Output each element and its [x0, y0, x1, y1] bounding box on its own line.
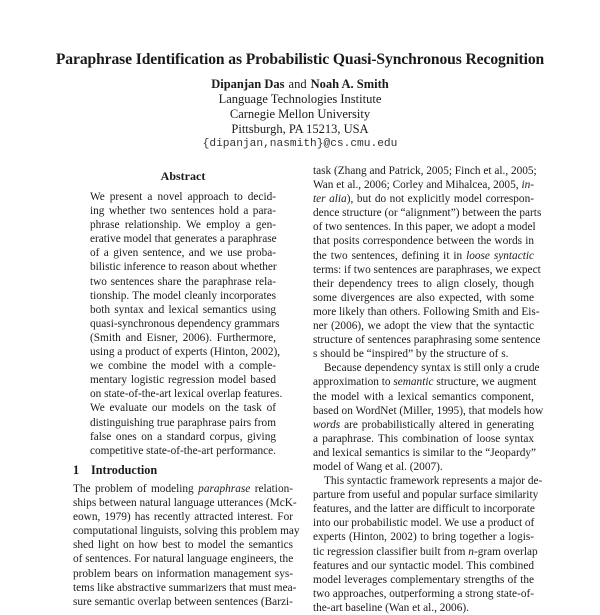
- text-line: [313, 474, 543, 488]
- text-line: [313, 347, 534, 361]
- text-run: dence structure (or “alignment”) between the parts: [313, 207, 542, 220]
- text-line: [73, 496, 297, 510]
- text-line: [90, 387, 283, 401]
- text-run: bilistic inference to reason about whether: [90, 261, 277, 274]
- text-line: [313, 545, 538, 559]
- text-run: ner (2006), we adopt the view that the syntactic: [313, 320, 534, 333]
- text-run: based on WordNet (Miller, 1995), that models how: [313, 404, 544, 417]
- text-run: Wan et al., 2006; Corley and Mihalcea, 2005,: [313, 179, 522, 192]
- affiliation-address: Pittsburgh, PA 15213, USA: [231, 122, 369, 136]
- text-line: [90, 430, 276, 444]
- text-line: [313, 432, 534, 446]
- text-run: tems like abstractive summarizers that must mea-: [73, 581, 297, 594]
- text-line: [313, 404, 544, 418]
- text-line: [73, 552, 293, 566]
- text-run: two sentences share the paraphrase rela-: [90, 275, 276, 288]
- text-run: their dependency trees to align closely, though: [313, 277, 534, 290]
- text-run: phrase relationship. We employ a gen-: [90, 219, 276, 232]
- text-line: [73, 538, 293, 552]
- text-run: the two sentences, defining it in: [313, 249, 467, 262]
- text-run: We evaluate our models on the task of: [90, 402, 276, 415]
- author-conjunction: and: [288, 77, 307, 91]
- text-run: the-art baseline (Wan et al., 2006).: [313, 601, 469, 614]
- text-run: problem bears on information management sys-: [73, 567, 293, 580]
- text-line: [90, 204, 276, 218]
- text-run: using a product of experts (Hinton, 2002),: [90, 346, 281, 359]
- text-run: structure, we augment: [433, 376, 537, 389]
- text-run: both syntax and lexical semantics using: [90, 303, 276, 316]
- text-line: [313, 390, 534, 404]
- text-run: of sentences. For natural language engineers, the: [73, 553, 294, 566]
- text-line: [73, 595, 293, 609]
- text-run: and lexical semantics is similar to the “Jeopardy”: [313, 446, 537, 459]
- text-line: [313, 530, 534, 544]
- text-run: This syntactic framework represents a major de-: [324, 475, 543, 488]
- text-run: structure of sentences paraphrasing some sentence: [313, 334, 541, 347]
- text-run: (Smith and Eisner, 2006). Furthermore,: [90, 331, 276, 344]
- text-run: computational linguists, solving this problem may: [73, 525, 300, 538]
- text-run: more likely than others. Following Smith and Eis-: [313, 305, 540, 318]
- abstract-body: [90, 190, 283, 458]
- text-run: model leverages complementary strengths of the: [313, 573, 534, 586]
- abstract-heading: Abstract: [160, 169, 206, 183]
- text-line: [313, 319, 534, 333]
- text-run: parture from useful and popular surface similarity: [313, 489, 539, 502]
- text-run: on state-of-the-art lexical overlap features.: [90, 388, 283, 401]
- text-line: [90, 275, 276, 289]
- emphasis-run: words: [313, 418, 341, 431]
- text-run: model of Wang et al. (2007).: [313, 460, 443, 473]
- text-line: [90, 401, 276, 415]
- text-run: tic regression classifier built from: [313, 545, 469, 558]
- text-run: -gram overlap: [473, 545, 538, 558]
- text-line: [313, 178, 534, 192]
- text-run: distinguishing true paraphrase pairs from: [90, 416, 276, 429]
- text-line: [313, 333, 541, 347]
- author-1: Dipanjan Das: [211, 77, 285, 91]
- text-line: [313, 460, 534, 474]
- text-line: [90, 289, 276, 303]
- text-line: [313, 234, 534, 248]
- text-run: approximation to: [313, 376, 394, 389]
- text-run: of two sentences. In this paper, we adopt a model: [313, 221, 536, 234]
- text-run: The problem of modeling: [73, 483, 199, 495]
- text-line: [313, 206, 542, 220]
- text-line: [313, 418, 534, 432]
- text-line: [73, 567, 293, 581]
- text-run: eown, 1979) has recently attracted interest. For: [73, 511, 293, 524]
- text-run: the model with a lexical semantics component,: [313, 390, 534, 403]
- text-run: relation-: [250, 483, 293, 495]
- author-email: {dipanjan,nasmith}@cs.cmu.edu: [202, 138, 398, 150]
- text-line: [313, 192, 534, 206]
- text-run: ing whether two sentences hold a para-: [90, 205, 276, 218]
- text-run: mentary logistic regression model based: [90, 374, 276, 387]
- text-line: [313, 263, 541, 277]
- text-run: features, and the latter are difficult to incorporate: [313, 503, 535, 516]
- text-line: [90, 359, 276, 373]
- section-heading-introduction: [73, 463, 157, 478]
- text-run: ships between natural language utterances (McK-: [73, 497, 297, 510]
- text-line: [90, 232, 276, 246]
- text-line: [313, 375, 537, 389]
- text-run: quasi-synchronous dependency grammars: [90, 317, 280, 330]
- text-line: [90, 260, 276, 274]
- text-line: [73, 524, 300, 538]
- author-names: [0, 77, 600, 92]
- text-line: [90, 416, 276, 430]
- text-run: that posits correspondence between the words in: [313, 235, 534, 248]
- text-line: [313, 164, 537, 178]
- text-run: We present a novel approach to decid-: [90, 191, 276, 203]
- text-line: [90, 190, 276, 204]
- author-block: [0, 77, 600, 152]
- text-line: [73, 581, 297, 595]
- text-line: [313, 516, 534, 530]
- emphasis-run: in-: [521, 179, 534, 192]
- text-run: we combine the model with a comple-: [90, 360, 276, 373]
- text-run: tionship. The model cleanly incorporates: [90, 289, 276, 302]
- paper-title: Paraphrase Identification as Probabilistic Quasi-Synchronous Recognition: [55, 51, 545, 68]
- text-run: two approaches, outperforming a strong state-of-: [313, 587, 534, 600]
- text-line: [313, 601, 534, 615]
- text-run: task (Zhang and Patrick, 2005; Finch et al., 2005;: [313, 165, 537, 177]
- text-run: features and our syntactic model. This combined: [313, 559, 534, 572]
- text-run: s should be “inspired” by the structure of s.: [313, 348, 509, 361]
- text-run: erative model that generates a paraphrase: [90, 233, 277, 246]
- text-run: shed light on how best to model the semantics: [73, 539, 293, 552]
- text-line: [313, 502, 534, 516]
- text-run: some divergences are also expected, with some: [313, 291, 534, 304]
- text-run: a paraphrase. This combination of loose syntax: [313, 432, 534, 445]
- text-run: ), but do not explicitly model correspon-: [346, 193, 534, 206]
- text-line: [313, 305, 540, 319]
- text-run: experts (Hinton, 2002) to bring together a logis-: [313, 531, 534, 544]
- emphasis-run: ter alia: [313, 193, 347, 206]
- text-line: [90, 218, 276, 232]
- text-run: false ones on a standard corpus, giving: [90, 430, 276, 443]
- text-run: sure semantic overlap between sentences (Barzi-: [73, 595, 293, 608]
- text-line: [313, 559, 534, 573]
- text-line: [73, 482, 293, 496]
- emphasis-run: loose syntactic: [466, 249, 534, 262]
- text-line: [90, 331, 276, 345]
- text-line: [313, 488, 539, 502]
- text-line: [73, 510, 293, 524]
- text-line: [313, 361, 540, 375]
- text-run: of a given sentence, and we use proba-: [90, 247, 276, 260]
- text-line: [90, 303, 276, 317]
- text-line: [90, 373, 276, 387]
- author-2: Noah A. Smith: [310, 77, 389, 91]
- introduction-right-column: [313, 164, 544, 615]
- text-line: [90, 246, 276, 260]
- emphasis-run: semantic: [393, 376, 434, 389]
- text-run: terms: if two sentences are paraphrases, we expect: [313, 263, 541, 276]
- text-line: [313, 277, 534, 291]
- text-line: [313, 573, 534, 587]
- text-line: [90, 317, 280, 331]
- affiliation-university: Carnegie Mellon University: [229, 107, 371, 121]
- section-title: Introduction: [91, 463, 158, 477]
- text-run: competitive state-of-the-art performance.: [90, 444, 276, 457]
- text-line: [313, 291, 534, 305]
- text-line: [90, 345, 281, 359]
- text-line: [313, 587, 534, 601]
- text-line: [313, 249, 534, 263]
- text-run: into our probabilistic model. We use a product of: [313, 517, 535, 530]
- affiliation-institute: Language Technologies Institute: [218, 92, 382, 106]
- emphasis-run: n: [468, 545, 474, 558]
- text-run: are probabilistically altered in generating: [340, 418, 534, 431]
- text-line: [313, 446, 537, 460]
- text-line: [90, 444, 276, 458]
- text-line: [313, 220, 534, 234]
- introduction-left-column: [73, 482, 300, 609]
- text-run: Because dependency syntax is still only a crude: [324, 362, 540, 375]
- section-number: 1: [73, 463, 80, 477]
- emphasis-run: paraphrase: [198, 483, 251, 495]
